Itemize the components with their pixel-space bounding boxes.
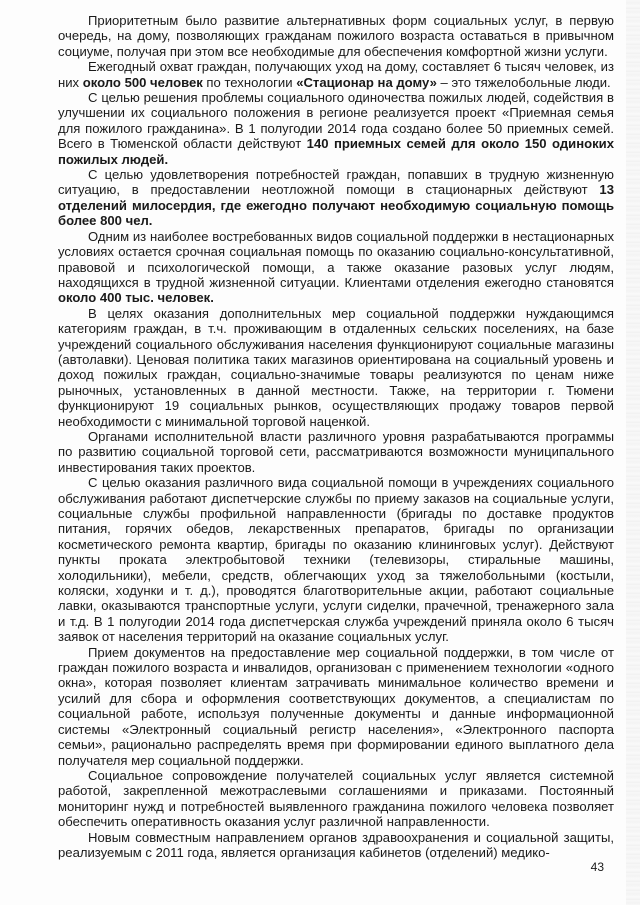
page-number: 43	[590, 860, 604, 874]
paragraph-10: Социальное сопровождение получателей социальных услуг является системной работой, закрепленной межотраслевыми соглашениями и приказами. Постоянный мониторинг нужд и потребностей выявленного гражданина пожилого человека позволяет обеспечить оперативность оказания услуг различной направленности.	[58, 767, 614, 830]
paragraph-1: Приоритетным было развитие альтернативных форм социальных услуг, в первую очередь, на дому, позволяющих гражданам пожилого возраста оставаться в привычном социуме, получая при этом все необходимые для обеспечения комфортной жизни услуги.	[58, 13, 614, 59]
paragraph-8: С целью оказания различного вида социальной помощи в учреждениях социального обслуживания работают диспетчерские службы по приему заказов на социальные услуги, социальные службы профильной направленности (бригады по доставке продуктов питания, горячих обедов, лекарственных препаратов, бригады по организации косметического ремонта квартир, бригады по оказанию клининговых услуг). Действуют пункты проката электробытовой техники (телевизоры, стиральные машины, холодильники), мебели, средств, облегчающих уход за тяжелобольными (костыли, коляски, ходунки и т. д.), проводятся благотворительные акции, работают социальные лавки, оказываются транспортные услуги, услуги сиделки, прачечной, тренажерного зала и т.д. В 1 полугодии 2014 года диспетчерская служба учреждений приняла около 6 тысяч заявок от населения территорий на оказание социальных услуг.	[58, 475, 614, 645]
paragraph-5: Одним из наиболее востребованных видов социальной поддержки в нестационарных условиях остается срочная социальная помощь по оказанию социально-консультативной, правовой и психологической помощи, а также оказание разовых услуг людям, находящихся в трудной жизненной ситуации. Клиентами отделения ежегодно становятся около 400 тыс. человек.	[58, 228, 614, 306]
paragraph-11: Новым совместным направлением органов здравоохранения и социальной защиты, реализуемым с 2011 года, является организация кабинетов (отделений) медико-	[58, 829, 614, 860]
paragraph-6: В целях оказания дополнительных мер социальной поддержки нуждающимся категориям граждан, в т.ч. проживающим в отдаленных сельских поселениях, на базе учреждений социального обслуживания населения функционируют социальные магазины (автолавки). Ценовая политика таких магазинов ориентирована на социальный уровень и доход пожилых граждан, социально-значимые товары реализуются по ценам ниже рыночных, установленных в данной местности. Также, на территории г. Тюмени функционируют 19 социальных рынков, осуществляющих продажу товаров первой необходимости с минимальной торговой наценкой.	[58, 305, 614, 429]
paragraph-7: Органами исполнительной власти различного уровня разрабатываются программы по развитию социальной торговой сети, рассматриваются возможности муниципального инвестирования таких проектов.	[58, 428, 614, 475]
body-text	[58, 13, 614, 860]
paragraph-9: Прием документов на предоставление мер социальной поддержки, в том числе от граждан пожилого возраста и инвалидов, организован с применением технологии «одного окна», которая позволяет клиентам затрачивать минимальное количество времени и усилий для сбора и оформления соответствующих документов, а специалистам по социальной работе, используя полученные документы и данные информационной системы «Электронный социальный регистр населения», «Электронного паспорта семьи», рационально распределять время при формировании единого выплатного дела получателя мер социальной поддержки.	[58, 644, 614, 768]
paragraph-2: Ежегодный охват граждан, получающих уход на дому, составляет 6 тысяч человек, из них около 500 человек по технологии «Стационар на дому» – это тяжелобольные люди.	[58, 59, 614, 90]
paragraph-4: С целью удовлетворения потребностей граждан, попавших в трудную жизненную ситуацию, в предоставлении неотложной помощи в стационарных действуют 13 отделений милосердия, где ежегодно получают необходимую социальную помощь более 800 чел.	[58, 167, 614, 229]
scan-edge-artifact	[626, 0, 640, 905]
paragraph-3: С целью решения проблемы социального одиночества пожилых людей, содействия в улучшении их социального положения в регионе реализуется проект «Приемная семья для пожилого гражданина». В 1 полугодии 2014 года создано более 50 приемных семей. Всего в Тюменской области действуют 140 приемных семей для около 150 одиноких пожилых людей.	[58, 90, 615, 167]
